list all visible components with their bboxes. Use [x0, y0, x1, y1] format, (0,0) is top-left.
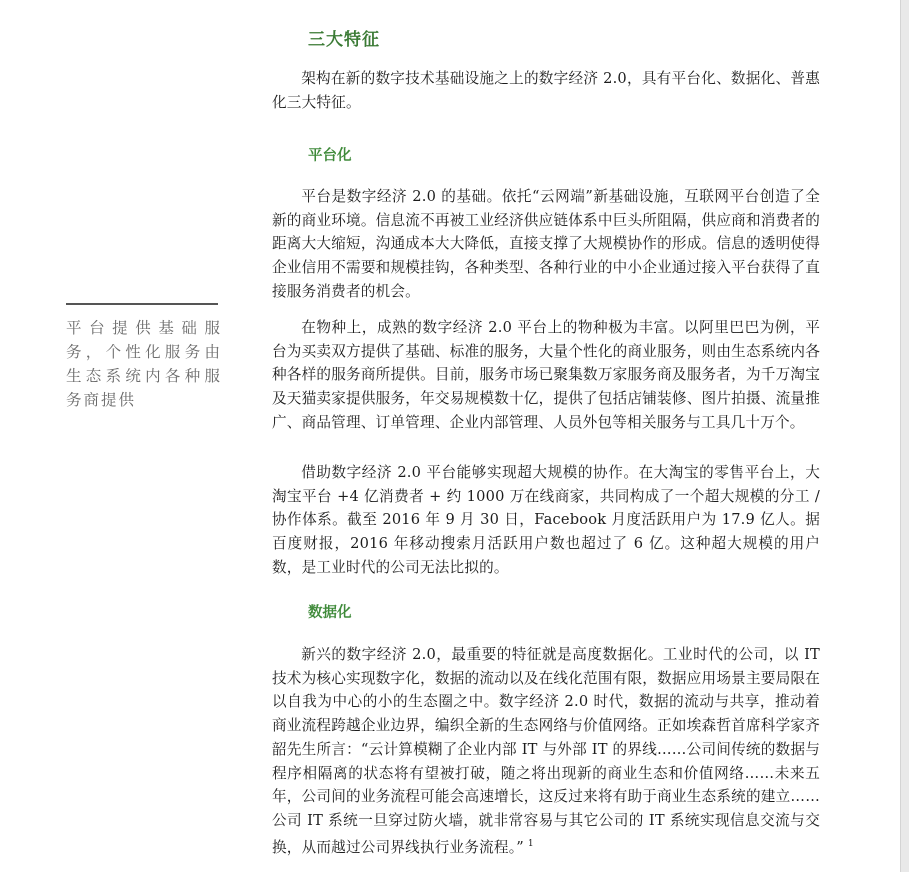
data-paragraph-1	[272, 643, 820, 859]
page-edge	[900, 0, 909, 872]
footnote-marker[interactable]: 1	[527, 838, 534, 849]
platform-heading: 平台化	[308, 147, 352, 164]
sidenote-rule	[66, 303, 218, 305]
platform-paragraph-2: 在物种上，成熟的数字经济 2.0 平台上的物种极为丰富。以阿里巴巴为例，平台为买卖双方提供了基础、标准的服务，大量个性化的商业服务，则由生态系统内各种各样的服务商所提供。目前，服务市场已聚集数万家服务商及服务者，为千万淘宝及天猫卖家提供服务，年交易规模数十亿，提供了包括店铺装修、图片拍摄、流量推广、商品管理、订单管理、企业内部管理、人员外包等相关服务与工具几十万个。	[272, 319, 820, 431]
platform-paragraph-3: 借助数字经济 2.0 平台能够实现超大规模的协作。在大淘宝的零售平台上，大淘宝平台 +4 亿消费者 + 约 1000 万在线商家，共同构成了一个超大规模的分工 / 协作体系。截至 2016 年 9 月 30 日，Facebook 月度活跃用户为 17.9 亿人。据百度财报，2016 年移动搜索月活跃用户数也超过了 6 亿。这种超大规模的用户数，是工业时代的公司无法比拟的。	[272, 464, 820, 576]
data-heading: 数据化	[308, 604, 352, 621]
section-title: 三大特征	[308, 30, 380, 50]
intro-paragraph: 架构在新的数字技术基础设施之上的数字经济 2.0，具有平台化、数据化、普惠化三大特征。	[272, 70, 820, 111]
sidenote: 平台提供基础服务，个性化服务由生态系统内各种服务商提供	[66, 319, 222, 409]
data-paragraph-text: 新兴的数字经济 2.0，最重要的特征就是高度数据化。工业时代的公司，以 IT 技术为核心实现数字化，数据的流动以及在线化范围有限，数据应用场景主要局限在以自我为中心的小的生态圈之中。数字经济 2.0 时代，数据的流动与共享，推动着商业流程跨越企业边界，编织全新的生态网络与价值网络。正如埃森哲首席科学家齐韶先生所言：“云计算模糊了企业内部 IT 与外部 IT 的界线……公司间传统的数据与程序相隔离的状态将有望被打破，随之将出现新的商业生态和价值网络……未来五年，公司间的业务流程可能会高速增长，这反过来将有助于商业生态系统的建立……公司 IT 系统一旦穿过防火墙，就非常容易与其它公司的 IT 系统实现信息交流与交换，从而越过公司界线执行业务流程。”	[272, 646, 820, 856]
platform-paragraph-1: 平台是数字经济 2.0 的基础。依托“云网端”新基础设施，互联网平台创造了全新的商业环境。信息流不再被工业经济供应链体系中巨头所阻隔，供应商和消费者的距离大大缩短，沟通成本大大降低，直接支撑了大规模协作的形成。信息的透明使得企业信用不需要和规模挂钩，各种类型、各种行业的中小企业通过接入平台获得了直接服务消费者的机会。	[272, 188, 820, 300]
